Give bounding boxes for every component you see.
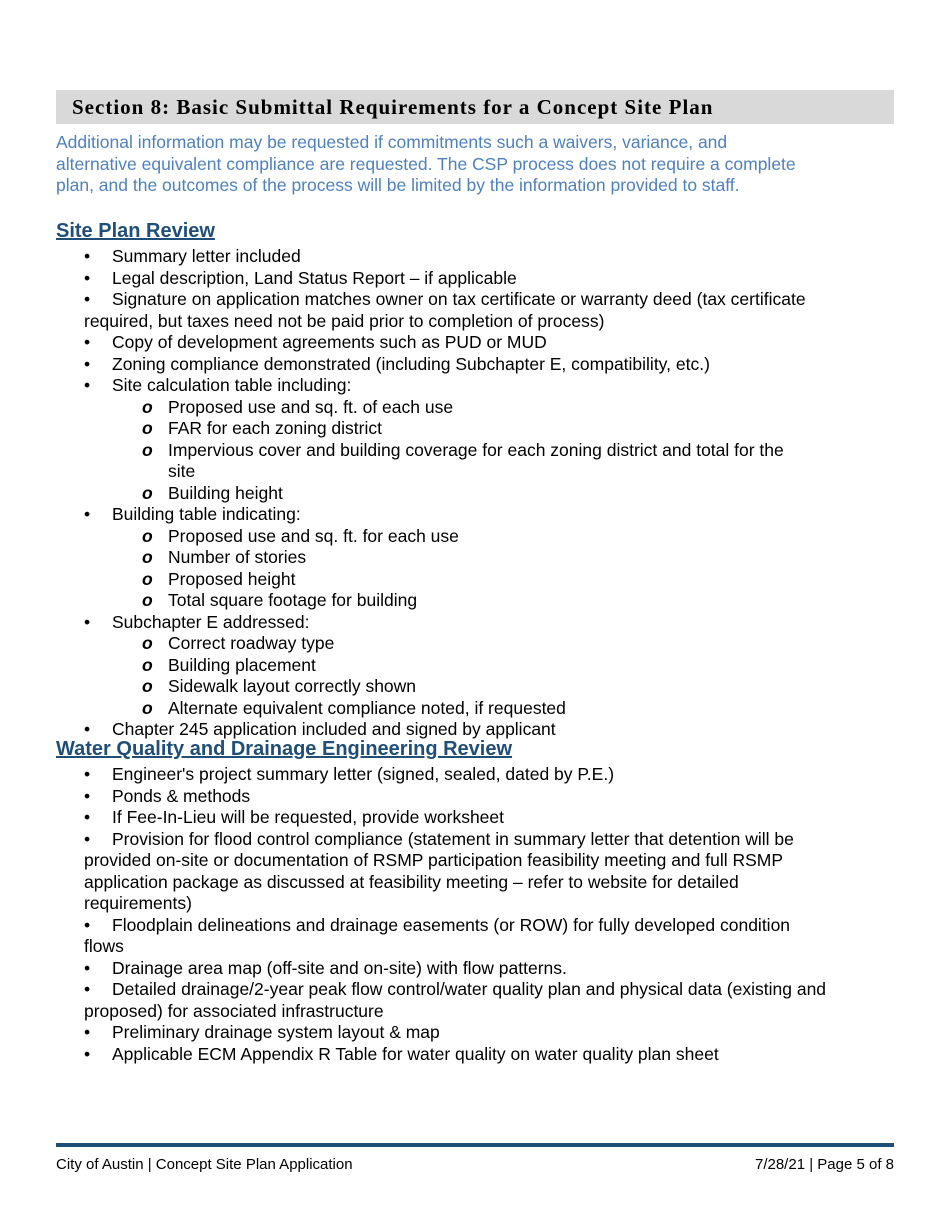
list-item-continuation: flows: [84, 936, 124, 956]
section-title: Section 8: Basic Submittal Requirements for a Concept Site Plan: [56, 90, 894, 124]
list-item-continuation: provided on-site or documentation of RSMP participation feasibility meeting and full RSMP: [84, 850, 784, 870]
list-item-continuation: required, but taxes need not be paid prior to completion of process): [84, 310, 605, 331]
list-item: • Signature on application matches owner on tax certificate or warranty deed (tax certificate: [84, 289, 806, 309]
sub-list-item: o Number of stories: [142, 547, 307, 567]
list-item-continuation: requirements): [84, 893, 192, 913]
water-quality-review-list: [84, 764, 894, 1065]
sub-list-item: o FAR for each zoning district: [142, 418, 382, 438]
site-plan-review-heading: Site Plan Review: [56, 220, 215, 242]
sub-list-item: o Building height: [142, 482, 283, 503]
list-item: • Provision for flood control compliance (statement in summary letter that detention will be: [84, 828, 794, 849]
list-item: • Preliminary drainage system layout & map: [84, 1022, 440, 1042]
list-item: • Zoning compliance demonstrated (including Subchapter E, compatibility, etc.): [84, 353, 710, 374]
list-item: • Floodplain delineations and drainage easements (or ROW) for fully developed condition: [84, 914, 791, 935]
intro-paragraph: [56, 132, 896, 197]
list-item-continuation: proposed) for associated infrastructure: [84, 1000, 384, 1021]
water-quality-review-heading: Water Quality and Drainage Engineering Review: [56, 738, 513, 760]
sub-list-item: o Proposed height: [142, 568, 296, 589]
list-item: • Summary letter included: [84, 246, 301, 266]
list-item: • Detailed drainage/2-year peak flow control/water quality plan and physical data (existing and: [84, 979, 827, 999]
list-item: • If Fee-In-Lieu will be requested, provide worksheet: [84, 807, 505, 827]
footer-rule: [56, 1143, 894, 1147]
intro-line: alternative equivalent compliance are requested. The CSP process does not require a complete: [56, 153, 796, 174]
list-item: • Subchapter E addressed:: [84, 611, 310, 632]
list-item: • Ponds & methods: [84, 785, 251, 806]
sub-list-item: o Building placement: [142, 654, 316, 675]
sub-list-item: o Alternate equivalent compliance noted, if requested: [142, 697, 566, 718]
list-item: • Site calculation table including:: [84, 375, 352, 395]
list-item: • Applicable ECM Appendix R Table for water quality on water quality plan sheet: [84, 1043, 719, 1064]
intro-line: Additional information may be requested if commitments such a waivers, variance, and: [56, 132, 728, 152]
sub-list-item: o Proposed use and sq. ft. of each use: [142, 396, 454, 417]
sub-list-item: o Correct roadway type: [142, 633, 335, 653]
sub-list-item-continuation: site: [168, 461, 196, 481]
list-item: • Building table indicating:: [84, 504, 301, 524]
sub-list-item: o Proposed use and sq. ft. for each use: [142, 525, 459, 546]
site-plan-review-list: [84, 246, 894, 741]
footer-document-title: City of Austin | Concept Site Plan Application: [56, 1156, 353, 1173]
footer-date-page: 7/28/21 | Page 5 of 8: [754, 1156, 894, 1173]
list-item: • Copy of development agreements such as PUD or MUD: [84, 332, 547, 352]
list-item: • Legal description, Land Status Report – if applicable: [84, 267, 517, 288]
list-item: • Engineer's project summary letter (signed, sealed, dated by P.E.): [84, 764, 615, 784]
sub-list-item: o Impervious cover and building coverage for each zoning district and total for the: [142, 439, 784, 460]
intro-line: plan, and the outcomes of the process will be limited by the information provided to staff.: [56, 175, 740, 195]
sub-list-item: o Total square footage for building: [142, 590, 418, 610]
list-item: • Drainage area map (off-site and on-site) with flow patterns.: [84, 957, 567, 978]
list-item: • Chapter 245 application included and signed by applicant: [84, 719, 556, 739]
sub-list-item: o Sidewalk layout correctly shown: [142, 676, 417, 696]
list-item-continuation: application package as discussed at feasibility meeting – refer to website for detailed: [84, 871, 739, 892]
